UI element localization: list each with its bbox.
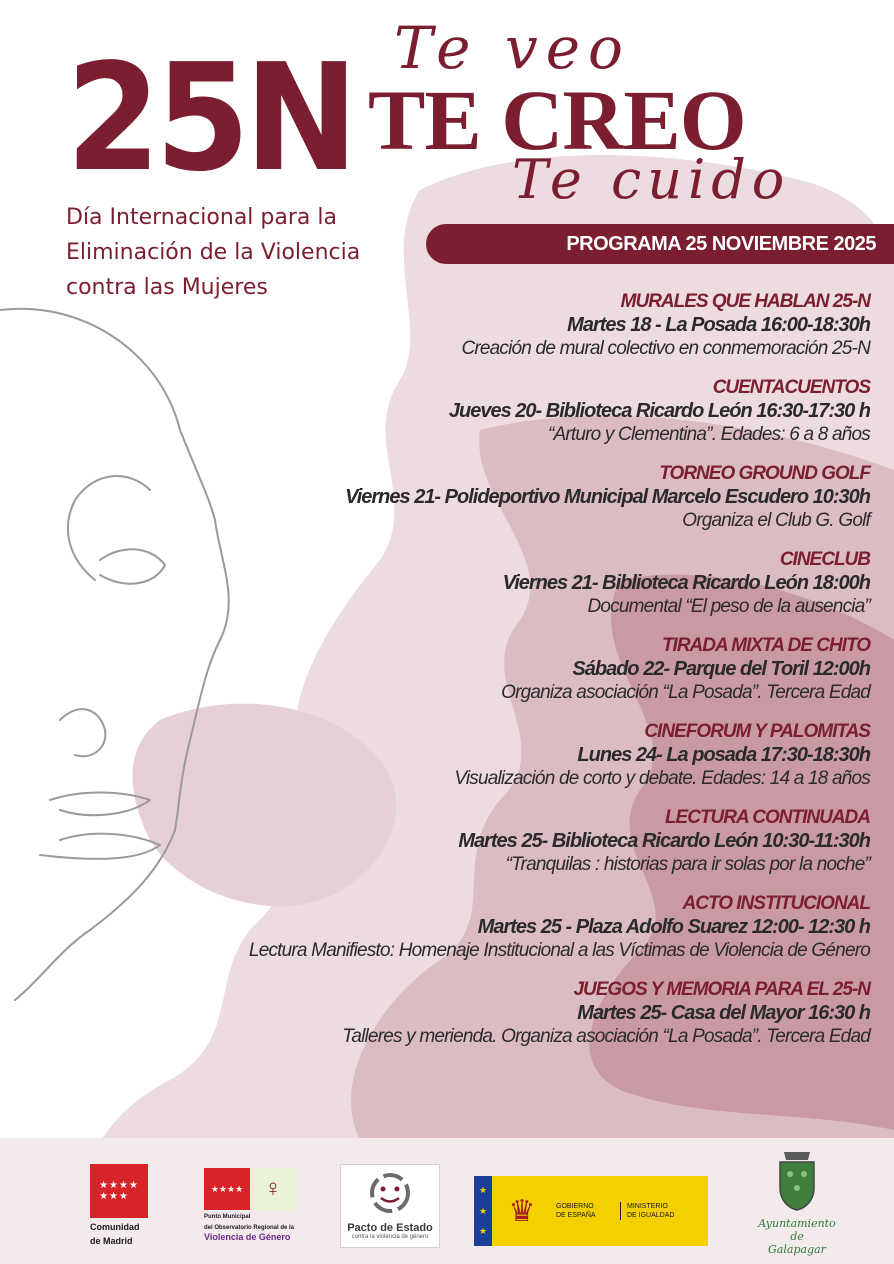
event-datetime: Sábado 22- Parque del Toril 12:00h xyxy=(572,658,870,680)
event-datetime: Jueves 20- Biblioteca Ricardo León 16:30-17:30 h xyxy=(448,400,870,422)
event-title: CINEFORUM Y PALOMITAS xyxy=(644,721,870,742)
logo-label xyxy=(552,1202,621,1220)
logo-label: Ayuntamiento de xyxy=(758,1217,836,1243)
slogan-te-cuido: Te cuido xyxy=(512,148,791,211)
logo-gobierno-espana xyxy=(474,1176,708,1246)
logo-label: Pacto de Estado xyxy=(347,1222,433,1234)
event-datetime: Martes 25 - Plaza Adolfo Suarez 12:00- 12:30 h xyxy=(477,916,870,938)
event-datetime: Martes 18 - La Posada 16:00-18:30h xyxy=(567,314,870,336)
program-banner: PROGRAMA 25 NOVIEMBRE 2025 xyxy=(426,224,894,264)
logo-comunidad-madrid xyxy=(90,1164,148,1246)
logo-label: Galapagar xyxy=(768,1243,826,1256)
logo-punto-municipal xyxy=(204,1168,304,1242)
event-datetime: Viernes 21- Polideportivo Municipal Marcelo Escudero 10:30h xyxy=(345,486,870,508)
event-item xyxy=(50,892,870,962)
event-description: “Arturo y Clementina”. Edades: 6 a 8 años xyxy=(547,424,870,445)
event-item xyxy=(50,806,870,876)
event-description: Organiza el Club G. Golf xyxy=(682,510,870,531)
event-item xyxy=(50,290,870,360)
event-item xyxy=(50,462,870,532)
logo-label-line: GOBIERNO xyxy=(556,1203,594,1210)
subtitle-line: contra las Mujeres xyxy=(66,275,268,300)
logo-label-line: DE IGUALDAD xyxy=(627,1212,675,1219)
event-title: TORNEO GROUND GOLF xyxy=(659,463,870,484)
slogan-te-veo: Te veo xyxy=(394,14,631,82)
event-datetime: Martes 25- Casa del Mayor 16:30 h xyxy=(577,1002,870,1024)
eu-flag-icon: ★ ★ ★ xyxy=(474,1176,492,1246)
spain-coat-of-arms-icon: ♛ xyxy=(508,1194,536,1228)
logo-label: Violencia de Género xyxy=(204,1232,291,1242)
event-description: Creación de mural colectivo en conmemoración 25-N xyxy=(461,338,870,359)
logo-pacto-de-estado xyxy=(340,1164,440,1248)
event-datetime: Lunes 24- La posada 17:30-18:30h xyxy=(577,744,870,766)
event-description: Lectura Manifiesto: Homenaje Institucional a las Víctimas de Violencia de Género xyxy=(248,940,870,961)
galapagar-shield-icon xyxy=(772,1148,822,1212)
logo-label xyxy=(621,1202,674,1220)
event-description: Organiza asociación “La Posada”. Tercera Edad xyxy=(501,682,870,703)
title-25n: 25N xyxy=(66,32,353,204)
event-item xyxy=(50,634,870,704)
event-description: Visualización de corto y debate. Edades: 14 a 18 años xyxy=(454,768,870,789)
program-list xyxy=(50,290,870,1064)
event-title: ACTO INSTITUCIONAL xyxy=(682,893,870,914)
logo-ayuntamiento-galapagar xyxy=(752,1148,842,1256)
madrid-stars-icon: ★★★★ xyxy=(204,1168,250,1210)
subtitle-line: Eliminación de la Violencia xyxy=(66,240,361,265)
event-item xyxy=(50,720,870,790)
event-item xyxy=(50,548,870,618)
event-description: Talleres y merienda. Organiza asociación “La Posada”. Tercera Edad xyxy=(342,1026,870,1047)
logo-label: de Madrid xyxy=(90,1236,133,1246)
logo-label: del Observatorio Regional de la xyxy=(204,1225,295,1231)
event-title: CUENTACUENTOS xyxy=(712,377,870,398)
event-datetime: Viernes 21- Biblioteca Ricardo León 18:00h xyxy=(502,572,870,594)
event-title: LECTURA CONTINUADA xyxy=(664,807,870,828)
logo-label: contra la violencia de género xyxy=(351,1234,429,1240)
logo-label: Comunidad xyxy=(90,1222,140,1232)
event-title: TIRADA MIXTA DE CHITO xyxy=(661,635,870,656)
event-item xyxy=(50,376,870,446)
logo-label-line: MINISTERIO xyxy=(627,1203,668,1210)
event-datetime: Martes 25- Biblioteca Ricardo León 10:30-11:30h xyxy=(458,830,870,852)
event-description: Documental “El peso de la ausencia” xyxy=(587,596,870,617)
event-title: JUEGOS Y MEMORIA PARA EL 25-N xyxy=(573,979,870,1000)
venus-symbol-icon: ♀ xyxy=(250,1168,296,1210)
slogan-te-creo: TE CREO xyxy=(368,72,746,168)
event-title: CINECLUB xyxy=(779,549,870,570)
sponsor-logos xyxy=(0,1140,894,1264)
pacto-circles-icon xyxy=(360,1171,420,1215)
event-title: MURALES QUE HABLAN 25-N xyxy=(620,291,870,312)
logo-label-line: DE ESPAÑA xyxy=(556,1212,596,1219)
subtitle-line: Día Internacional para la xyxy=(66,205,337,230)
madrid-stars-icon: ★★★★ ★★★ xyxy=(90,1164,148,1218)
event-item xyxy=(50,978,870,1048)
logo-label: Punto Municipal xyxy=(204,1214,251,1220)
event-description: “Tranquilas : historias para ir solas por la noche” xyxy=(505,854,870,875)
